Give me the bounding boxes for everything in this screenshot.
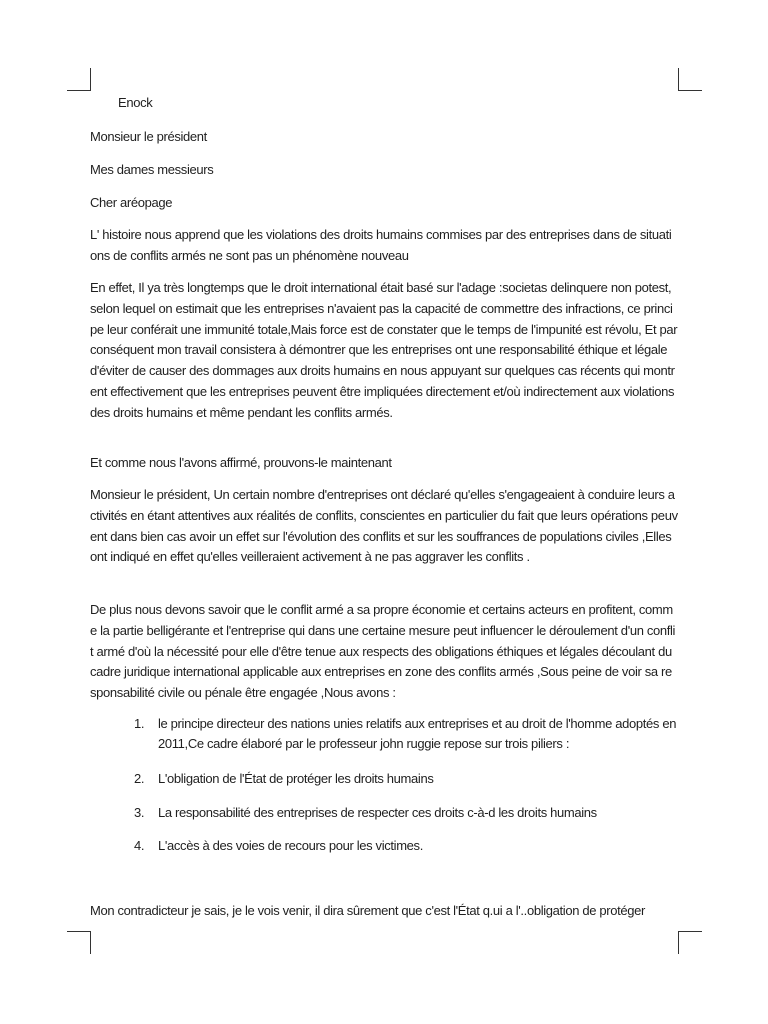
list-item-text: le principe directeur des nations unies relatifs aux entreprises et au droit de l'homme adoptés en 2011,Ce cadre élaboré par le professeur john ruggie repose sur trois piliers :	[158, 716, 677, 751]
list-item-number: 1.	[134, 716, 145, 731]
crop-mark-bottom-left	[67, 931, 91, 954]
salutation-areopage: Cher aréopage	[90, 195, 173, 210]
paragraph-obligations: De plus nous devons savoir que le conflit armé a sa propre économie et certains acteurs en profitent, comme la partie belligérante et l'entreprise qui dans une certaine mesure peut influencer le déroulement d'un conflit armé d'où la nécessité pour elle d'être tenue aux respects des obligations éthiques et légales découlant du cadre juridique international applicable aux entreprises en zone des conflits armés ,Sous peine de voir sa responsabilité civile ou pénale être engagée ,Nous avons :	[90, 602, 676, 701]
list-item-text: L'accès à des voies de recours pour les victimes.	[158, 838, 423, 853]
list-item-text: L'obligation de l'État de protéger les droits humains	[158, 771, 434, 786]
crop-mark-top-left	[67, 68, 91, 91]
author-name: Enock	[118, 95, 153, 110]
paragraph-transition: Et comme nous l'avons affirmé, prouvons-le maintenant	[90, 455, 392, 470]
closing-line: Mon contradicteur je sais, je le vois venir, il dira sûrement que c'est l'État q.ui a l'..obligation de protéger	[90, 903, 645, 918]
salutation-president: Monsieur le président	[90, 129, 207, 144]
crop-mark-bottom-right	[678, 931, 702, 954]
paragraph-engagement: Monsieur le président, Un certain nombre d'entreprises ont déclaré qu'elles s'engageaient à conduire leurs activités en étant attentives aux réalités de conflits, conscientes en particulier du fait que leurs opérations peuvent dans bien cas avoir un effet sur l'évolution des conflits et sur les souffrances de populations civiles ,Elles ont indiqué en effet qu'elles veilleraient activement à ne pas aggraver les conflits .	[90, 487, 678, 565]
list-item-number: 2.	[134, 771, 145, 786]
list-item-number: 3.	[134, 805, 145, 820]
paragraph-context: En effet, Il ya très longtemps que le droit international était basé sur l'adage :societas delinquere non potest, selon lequel on estimait que les entreprises n'avaient pas la capacité de commettre des infractions, ce principe leur conférait une immunité totale,Mais force est de constater que le temps de l'impunité est révolu, Et par conséquent mon travail consistera à démontrer que les entreprises ont une responsabilité éthique et légale d'éviter de causer des dommages aux droits humains en nous appuyant sur quelques cas récents qui montrent effectivement que les entreprises peuvent être impliquées directement et/où indirectement aux violations des droits humains et même pendant les conflits armés.	[90, 280, 678, 420]
document-page	[90, 92, 678, 924]
salutation-audience: Mes dames messieurs	[90, 162, 214, 177]
crop-mark-top-right	[678, 68, 702, 91]
paragraph-intro: L' histoire nous apprend que les violations des droits humains commises par des entreprises dans de situations de conflits armés ne sont pas un phénomène nouveau	[90, 227, 672, 263]
list-item-text: La responsabilité des entreprises de respecter ces droits c-à-d les droits humains	[158, 805, 597, 820]
list-item-number: 4.	[134, 838, 145, 853]
